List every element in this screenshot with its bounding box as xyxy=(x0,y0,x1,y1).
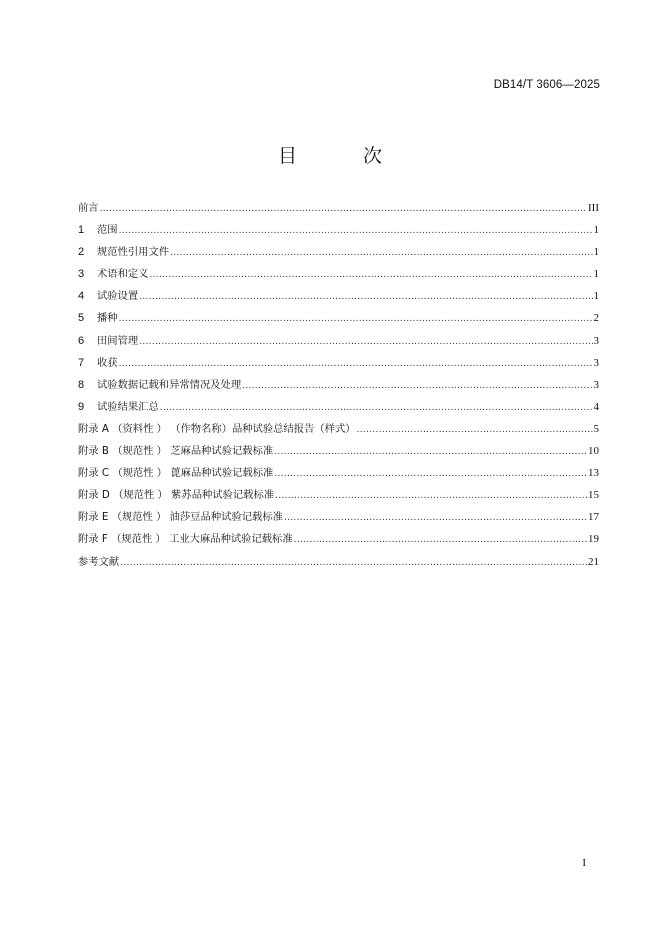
toc-entry[interactable] xyxy=(78,399,599,421)
toc-entry[interactable] xyxy=(78,222,599,244)
toc-entry-label: 附录 C （规范性 ） 蓖麻品种试验记载标准 xyxy=(78,467,274,480)
page-title: 目 次 xyxy=(277,145,413,167)
toc-entry-page: 13 xyxy=(588,467,599,480)
toc-entry-page: 21 xyxy=(588,555,599,568)
toc-entry[interactable] xyxy=(78,200,599,222)
toc-leader-dots xyxy=(275,488,587,504)
toc-entry-page: 1 xyxy=(593,224,599,237)
toc-entry-label: 试验数据记载和异常情况及处理 xyxy=(97,378,242,391)
toc-entry-label: 规范性引用文件 xyxy=(97,246,170,259)
toc-entry-label: 术语和定义 xyxy=(97,268,149,281)
toc-entry-page: 3 xyxy=(593,378,599,391)
toc-entry[interactable] xyxy=(78,333,599,355)
toc-entry-label: 范围 xyxy=(97,224,118,237)
toc-entry-number: 7 xyxy=(78,356,85,369)
toc-leader-dots xyxy=(139,334,592,350)
toc-entry-label: 参考文献 xyxy=(78,555,120,568)
toc-entry[interactable] xyxy=(78,310,599,332)
toc-entry[interactable] xyxy=(78,531,599,553)
toc-entry-number: 6 xyxy=(78,334,85,347)
toc-entry-page: 15 xyxy=(588,489,599,502)
table-of-contents xyxy=(78,200,599,576)
toc-entry-page: 5 xyxy=(593,422,599,435)
toc-entry-page: 1 xyxy=(593,290,599,303)
toc-entry-page: 10 xyxy=(588,445,599,458)
toc-entry-page: 2 xyxy=(593,312,599,325)
toc-leader-dots xyxy=(160,400,593,416)
toc-leader-dots xyxy=(119,311,593,327)
toc-entry-label: 附录 E （规范性 ） 油莎豆品种试验记载标准 xyxy=(78,511,283,524)
toc-entry-page: 1 xyxy=(593,268,599,281)
toc-leader-dots xyxy=(139,289,592,305)
toc-entry[interactable] xyxy=(78,266,599,288)
toc-entry[interactable] xyxy=(78,288,599,310)
toc-entry[interactable] xyxy=(78,487,599,509)
toc-entry-page: 19 xyxy=(588,533,599,546)
toc-leader-dots xyxy=(119,223,593,239)
toc-leader-dots xyxy=(357,422,593,438)
toc-entry-number: 4 xyxy=(78,290,85,303)
toc-entry-page: 4 xyxy=(593,400,599,413)
toc-leader-dots xyxy=(274,466,587,482)
toc-entry-number: 5 xyxy=(78,312,85,325)
toc-leader-dots xyxy=(120,555,587,571)
toc-leader-dots xyxy=(274,444,587,460)
toc-leader-dots xyxy=(294,532,587,548)
toc-entry-label: 附录 B （规范性 ） 芝麻品种试验记载标准 xyxy=(78,445,274,458)
toc-entry-page: 3 xyxy=(593,356,599,369)
toc-entry[interactable] xyxy=(78,465,599,487)
toc-entry[interactable] xyxy=(78,244,599,266)
toc-entry-page: 3 xyxy=(593,334,599,347)
toc-entry[interactable] xyxy=(78,421,599,443)
toc-entry-number: 2 xyxy=(78,246,85,259)
toc-entry-label: 试验结果汇总 xyxy=(97,400,159,413)
toc-entry-number: 1 xyxy=(78,224,85,237)
toc-leader-dots xyxy=(119,356,593,372)
toc-entry-label: 附录 D （规范性 ） 紫苏品种试验记载标准 xyxy=(78,489,275,502)
toc-leader-dots xyxy=(242,378,592,394)
toc-leader-dots xyxy=(100,201,587,217)
toc-entry-label: 前言 xyxy=(78,202,99,214)
toc-entry[interactable] xyxy=(78,554,599,576)
toc-entry-label: 播种 xyxy=(97,312,118,325)
toc-entry-page: 1 xyxy=(593,246,599,259)
toc-entry-label: 试验设置 xyxy=(97,290,139,303)
document-code: DB14/T 3606—2025 xyxy=(493,79,600,91)
toc-entry-label: 附录 F （规范性 ） 工业大麻品种试验记载标准 xyxy=(78,533,293,546)
toc-entry-page: 17 xyxy=(588,511,599,524)
toc-entry-page: III xyxy=(588,202,599,214)
toc-leader-dots xyxy=(170,245,592,261)
toc-entry-label: 收获 xyxy=(97,356,118,369)
toc-entry[interactable] xyxy=(78,377,599,399)
toc-entry[interactable] xyxy=(78,443,599,465)
toc-leader-dots xyxy=(149,267,592,283)
toc-entry[interactable] xyxy=(78,509,599,531)
toc-entry-number: 3 xyxy=(78,268,85,281)
toc-leader-dots xyxy=(284,510,587,526)
toc-entry-number: 8 xyxy=(78,378,85,391)
toc-entry-number: 9 xyxy=(78,400,85,413)
toc-entry[interactable] xyxy=(78,355,599,377)
toc-entry-label: 田间管理 xyxy=(97,334,139,347)
page-number: I xyxy=(582,857,586,869)
toc-entry-label: 附录 A （资料性 ） （作物名称）品种试验总结报告（样式） xyxy=(78,422,356,435)
